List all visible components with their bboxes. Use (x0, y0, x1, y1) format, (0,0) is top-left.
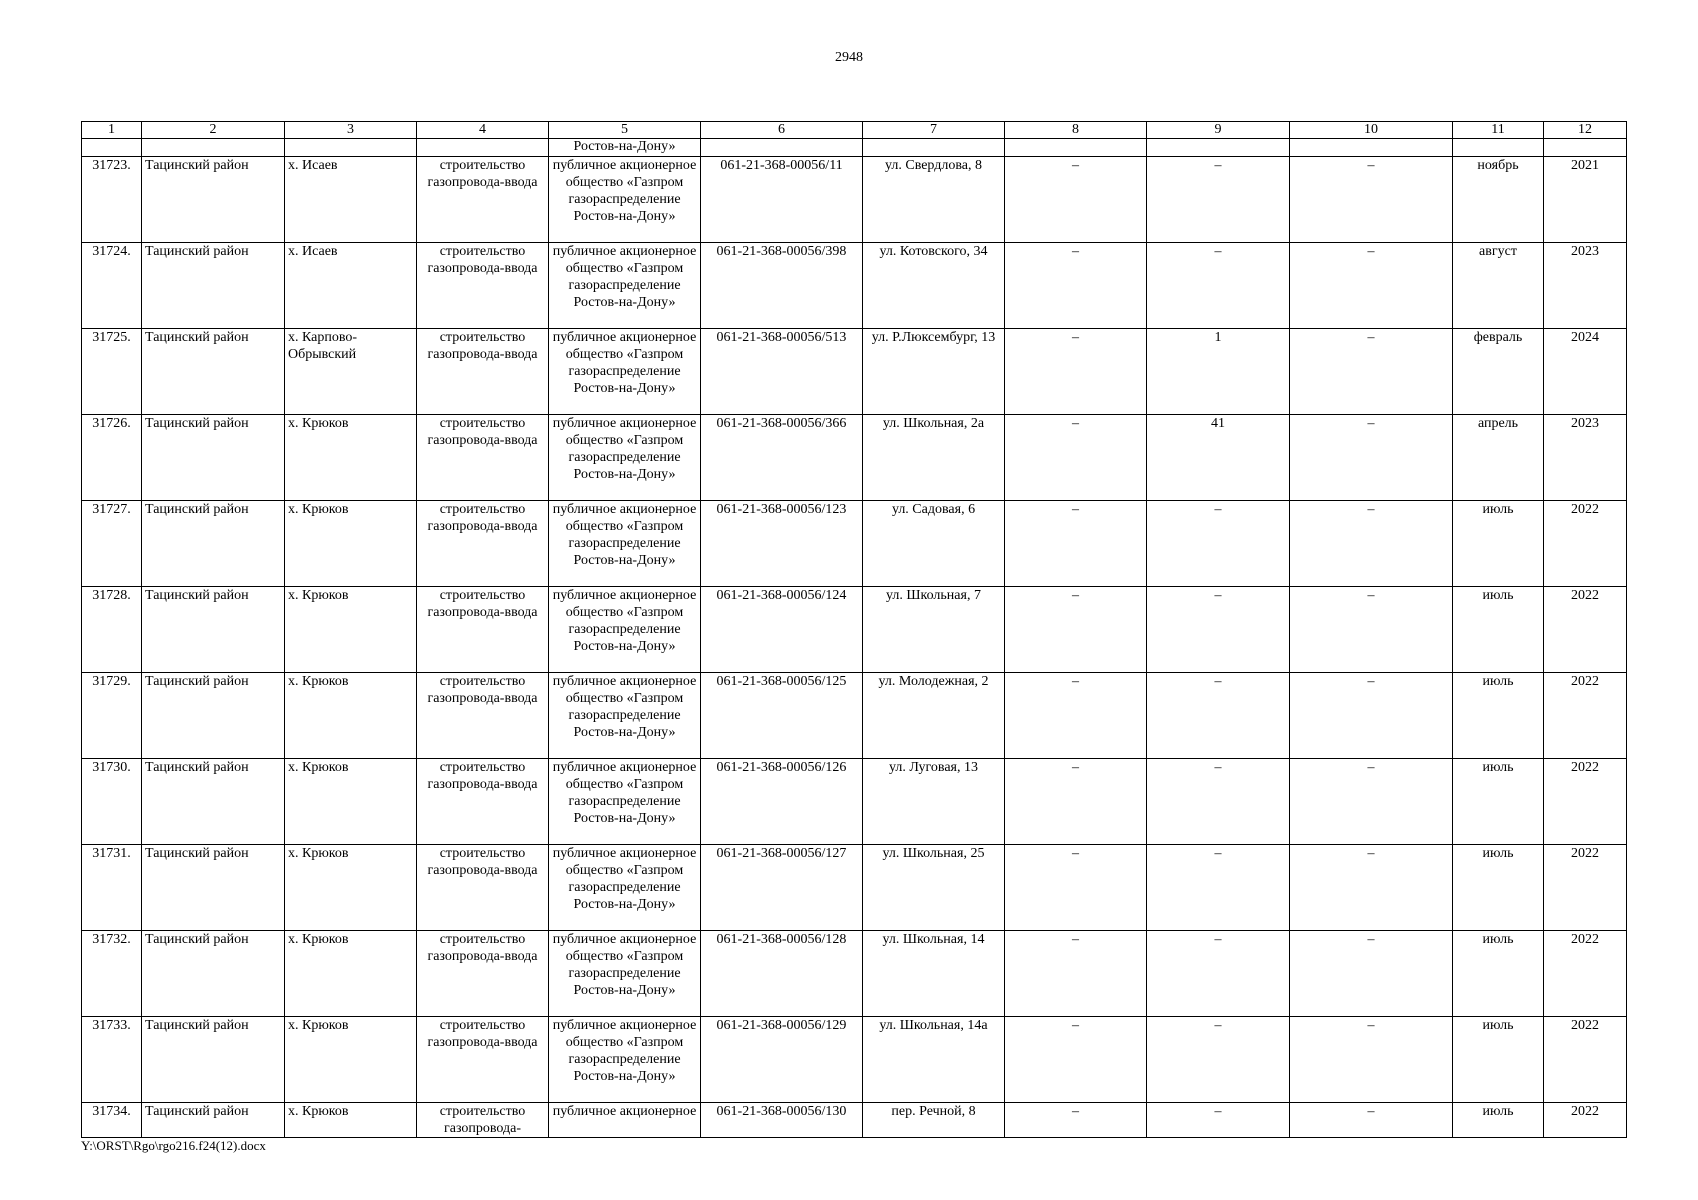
cell-settlement: х. Крюков (285, 673, 417, 759)
cell-address: ул. Р.Люксембург, 13 (863, 329, 1005, 415)
cell-settlement: х. Крюков (285, 759, 417, 845)
cell-address: ул. Садовая, 6 (863, 501, 1005, 587)
cell-work-type: строительство газопровода-ввода (417, 673, 549, 759)
cell-code: 061-21-368-00056/128 (701, 931, 863, 1017)
continuation-row (82, 139, 1627, 157)
table-row (82, 415, 1627, 501)
cell-code: 061-21-368-00056/129 (701, 1017, 863, 1103)
cell-col9: – (1147, 931, 1290, 1017)
cell-code: 061-21-368-00056/366 (701, 415, 863, 501)
cell-empty (417, 139, 549, 157)
table-row (82, 845, 1627, 931)
cell-district: Тацинский район (142, 673, 285, 759)
cell-year: 2024 (1544, 329, 1627, 415)
cell-district: Тацинский район (142, 501, 285, 587)
cell-settlement: х. Крюков (285, 587, 417, 673)
cell-month: апрель (1453, 415, 1544, 501)
cell-month: июль (1453, 845, 1544, 931)
cell-settlement: х. Исаев (285, 243, 417, 329)
cell-work-type: строительство газопровода-ввода (417, 1017, 549, 1103)
cell-address: ул. Луговая, 13 (863, 759, 1005, 845)
cell-work-type: строительство газопровода-ввода (417, 415, 549, 501)
cell-empty (1147, 139, 1290, 157)
table-row (82, 673, 1627, 759)
cell-organization: публичное акционерное общество «Газпром газораспределение Ростов-на-Дону» (549, 673, 701, 759)
cell-settlement: х. Карпово-Обрывский (285, 329, 417, 415)
cell-col9: – (1147, 845, 1290, 931)
cell-col8: – (1005, 415, 1147, 501)
column-header: 3 (285, 122, 417, 139)
cell-col9: – (1147, 1103, 1290, 1138)
table-row (82, 243, 1627, 329)
cell-code: 061-21-368-00056/127 (701, 845, 863, 931)
cell-address: ул. Школьная, 14 (863, 931, 1005, 1017)
cell-organization: публичное акционерное общество «Газпром газораспределение Ростов-на-Дону» (549, 1017, 701, 1103)
cell-organization: публичное акционерное общество «Газпром газораспределение Ростов-на-Дону» (549, 329, 701, 415)
cell-settlement: х. Крюков (285, 931, 417, 1017)
cell-col10: – (1290, 157, 1453, 243)
table-row (82, 329, 1627, 415)
cell-empty (701, 139, 863, 157)
cell-month: июль (1453, 673, 1544, 759)
cell-organization: публичное акционерное общество «Газпром газораспределение Ростов-на-Дону» (549, 759, 701, 845)
cell-empty (1005, 139, 1147, 157)
cell-code: 061-21-368-00056/124 (701, 587, 863, 673)
cell-col8: – (1005, 845, 1147, 931)
cell-number: 31727. (82, 501, 142, 587)
cell-year: 2022 (1544, 1017, 1627, 1103)
cell-code: 061-21-368-00056/398 (701, 243, 863, 329)
cell-work-type: строительство газопровода-ввода (417, 329, 549, 415)
cell-col10: – (1290, 415, 1453, 501)
cell-year: 2022 (1544, 587, 1627, 673)
cell-code: 061-21-368-00056/123 (701, 501, 863, 587)
cell-code: 061-21-368-00056/513 (701, 329, 863, 415)
cell-number: 31731. (82, 845, 142, 931)
cell-col10: – (1290, 759, 1453, 845)
column-header: 11 (1453, 122, 1544, 139)
cell-number: 31734. (82, 1103, 142, 1138)
cell-organization: публичное акционерное общество «Газпром газораспределение Ростов-на-Дону» (549, 501, 701, 587)
cell-col10: – (1290, 1017, 1453, 1103)
cell-district: Тацинский район (142, 157, 285, 243)
data-table (81, 121, 1627, 1138)
cell-col10: – (1290, 587, 1453, 673)
cell-organization: публичное акционерное общество «Газпром газораспределение Ростов-на-Дону» (549, 845, 701, 931)
cell-month: ноябрь (1453, 157, 1544, 243)
cell-organization: публичное акционерное общество «Газпром газораспределение Ростов-на-Дону» (549, 587, 701, 673)
cell-district: Тацинский район (142, 415, 285, 501)
cell-col8: – (1005, 931, 1147, 1017)
cell-col8: – (1005, 1017, 1147, 1103)
cell-empty (1544, 139, 1627, 157)
cell-address: пер. Речной, 8 (863, 1103, 1005, 1138)
cell-code: 061-21-368-00056/130 (701, 1103, 863, 1138)
cell-year: 2023 (1544, 415, 1627, 501)
cell-empty (1290, 139, 1453, 157)
cell-work-type: строительство газопровода-ввода (417, 931, 549, 1017)
cell-district: Тацинский район (142, 931, 285, 1017)
cell-col9: – (1147, 1017, 1290, 1103)
cell-col8: – (1005, 1103, 1147, 1138)
cell-settlement: х. Крюков (285, 415, 417, 501)
cell-col9: – (1147, 587, 1290, 673)
cell-col9: 41 (1147, 415, 1290, 501)
cell-organization: публичное акционерное общество «Газпром газораспределение Ростов-на-Дону» (549, 157, 701, 243)
cell-month: февраль (1453, 329, 1544, 415)
table-row (82, 587, 1627, 673)
cell-number: 31728. (82, 587, 142, 673)
cell-address: ул. Школьная, 25 (863, 845, 1005, 931)
cell-settlement: х. Крюков (285, 845, 417, 931)
cell-year: 2023 (1544, 243, 1627, 329)
cell-code: 061-21-368-00056/126 (701, 759, 863, 845)
cell-col8: – (1005, 329, 1147, 415)
cell-settlement: х. Исаев (285, 157, 417, 243)
cell-col8: – (1005, 673, 1147, 759)
cell-month: июль (1453, 759, 1544, 845)
cell-col10: – (1290, 243, 1453, 329)
cell-year: 2021 (1544, 157, 1627, 243)
cell-year: 2022 (1544, 1103, 1627, 1138)
table-row (82, 1017, 1627, 1103)
cell-settlement: х. Крюков (285, 1103, 417, 1138)
cell-work-type: строительство газопровода-ввода (417, 759, 549, 845)
cell-organization: публичное акционерное (549, 1103, 701, 1138)
cell-address: ул. Молодежная, 2 (863, 673, 1005, 759)
cell-organization: публичное акционерное общество «Газпром газораспределение Ростов-на-Дону» (549, 931, 701, 1017)
cell-district: Тацинский район (142, 759, 285, 845)
column-header: 8 (1005, 122, 1147, 139)
cell-settlement: х. Крюков (285, 1017, 417, 1103)
cell-year: 2022 (1544, 673, 1627, 759)
cell-col9: 1 (1147, 329, 1290, 415)
page-number: 2948 (835, 50, 863, 65)
cell-district: Тацинский район (142, 1103, 285, 1138)
footer-file-path: Y:\ORST\Rgo\rgo216.f24(12).docx (81, 1138, 266, 1153)
cell-number: 31729. (82, 673, 142, 759)
cell-number: 31724. (82, 243, 142, 329)
cell-address: ул. Школьная, 2а (863, 415, 1005, 501)
table-body (82, 139, 1627, 1138)
continuation-text: Ростов-на-Дону» (549, 139, 701, 157)
cell-col8: – (1005, 759, 1147, 845)
cell-empty (82, 139, 142, 157)
column-header: 4 (417, 122, 549, 139)
cell-col9: – (1147, 243, 1290, 329)
cell-organization: публичное акционерное общество «Газпром газораспределение Ростов-на-Дону» (549, 415, 701, 501)
cell-month: июль (1453, 501, 1544, 587)
cell-district: Тацинский район (142, 329, 285, 415)
table-row (82, 1103, 1627, 1138)
cell-district: Тацинский район (142, 243, 285, 329)
cell-month: июль (1453, 1017, 1544, 1103)
cell-number: 31733. (82, 1017, 142, 1103)
cell-col10: – (1290, 1103, 1453, 1138)
cell-work-type: строительство газопровода-ввода (417, 501, 549, 587)
cell-number: 31725. (82, 329, 142, 415)
cell-year: 2022 (1544, 845, 1627, 931)
cell-month: июль (1453, 587, 1544, 673)
cell-work-type: строительство газопровода- (417, 1103, 549, 1138)
cell-work-type: строительство газопровода-ввода (417, 587, 549, 673)
cell-col9: – (1147, 759, 1290, 845)
cell-year: 2022 (1544, 501, 1627, 587)
column-header: 2 (142, 122, 285, 139)
column-header: 10 (1290, 122, 1453, 139)
cell-month: июль (1453, 931, 1544, 1017)
cell-address: ул. Школьная, 14а (863, 1017, 1005, 1103)
header-row (82, 122, 1627, 139)
cell-col8: – (1005, 501, 1147, 587)
cell-empty (1453, 139, 1544, 157)
cell-district: Тацинский район (142, 1017, 285, 1103)
cell-address: ул. Котовского, 34 (863, 243, 1005, 329)
cell-month: август (1453, 243, 1544, 329)
cell-district: Тацинский район (142, 845, 285, 931)
cell-address: ул. Школьная, 7 (863, 587, 1005, 673)
cell-empty (285, 139, 417, 157)
table-row (82, 157, 1627, 243)
cell-empty (863, 139, 1005, 157)
cell-address: ул. Свердлова, 8 (863, 157, 1005, 243)
column-header: 1 (82, 122, 142, 139)
cell-district: Тацинский район (142, 587, 285, 673)
cell-col9: – (1147, 501, 1290, 587)
cell-col8: – (1005, 587, 1147, 673)
cell-number: 31726. (82, 415, 142, 501)
column-header: 9 (1147, 122, 1290, 139)
table-row (82, 931, 1627, 1017)
column-header: 6 (701, 122, 863, 139)
cell-col9: – (1147, 157, 1290, 243)
cell-col10: – (1290, 329, 1453, 415)
column-header: 12 (1544, 122, 1627, 139)
cell-year: 2022 (1544, 931, 1627, 1017)
cell-col10: – (1290, 673, 1453, 759)
cell-year: 2022 (1544, 759, 1627, 845)
column-header: 5 (549, 122, 701, 139)
cell-number: 31723. (82, 157, 142, 243)
cell-work-type: строительство газопровода-ввода (417, 845, 549, 931)
cell-col9: – (1147, 673, 1290, 759)
cell-month: июль (1453, 1103, 1544, 1138)
cell-work-type: строительство газопровода-ввода (417, 243, 549, 329)
column-header: 7 (863, 122, 1005, 139)
cell-col8: – (1005, 157, 1147, 243)
cell-col8: – (1005, 243, 1147, 329)
cell-col10: – (1290, 845, 1453, 931)
cell-col10: – (1290, 501, 1453, 587)
cell-code: 061-21-368-00056/11 (701, 157, 863, 243)
cell-code: 061-21-368-00056/125 (701, 673, 863, 759)
table-row (82, 759, 1627, 845)
cell-work-type: строительство газопровода-ввода (417, 157, 549, 243)
cell-organization: публичное акционерное общество «Газпром газораспределение Ростов-на-Дону» (549, 243, 701, 329)
cell-number: 31730. (82, 759, 142, 845)
cell-empty (142, 139, 285, 157)
cell-settlement: х. Крюков (285, 501, 417, 587)
cell-col10: – (1290, 931, 1453, 1017)
table-row (82, 501, 1627, 587)
cell-number: 31732. (82, 931, 142, 1017)
